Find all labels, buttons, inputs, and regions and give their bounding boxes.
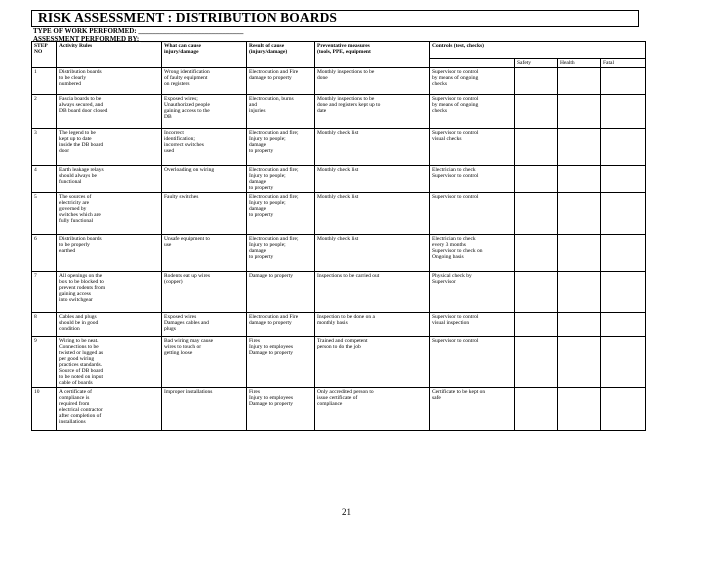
activity-text: should be in good (59, 320, 99, 326)
activity-text: condition (59, 326, 80, 332)
safety-cell (515, 129, 558, 166)
preventive-text: Monthly inspections to be (317, 69, 375, 75)
header-preventive-line: Preventative measures (317, 43, 370, 49)
preventive-text: issue certificate of (317, 395, 358, 401)
step-number-cell: 10 (32, 388, 57, 431)
result-text: Fires (249, 338, 260, 344)
health-cell (558, 337, 601, 388)
preventive-text: done and registers kept up to (317, 102, 381, 108)
controls-cell (430, 129, 515, 166)
header-result-line: (injury/damage) (249, 49, 288, 55)
activity-text: to be properly (59, 242, 90, 248)
step-number-cell: 6 (32, 235, 57, 272)
header-result (247, 42, 315, 68)
assessment-by-line: ASSESSMENT PERFORMED BY: ______________________________ (33, 35, 246, 43)
preventive-text: Monthly check list (317, 194, 359, 200)
activity-text: electricity are (59, 200, 90, 206)
cause-text: gaining access to the (164, 108, 210, 114)
header-cause-line: What can cause (164, 43, 201, 49)
table-row (32, 272, 646, 313)
cause-text: Faulty switches (164, 194, 199, 200)
preventive-cell (315, 129, 430, 166)
result-cell (247, 95, 315, 129)
cause-text: Unsafe equipment to (164, 236, 210, 242)
activity-text: All openings on the (59, 273, 103, 279)
result-text: damage (249, 206, 267, 212)
safety-cell (515, 337, 558, 388)
preventive-text: Monthly check list (317, 167, 359, 173)
activity-text: Earth leakage relays (59, 167, 104, 173)
controls-cell (430, 388, 515, 431)
header-preventive-line: (tools, PPE, equipment (317, 49, 371, 55)
header-cause (162, 42, 247, 68)
result-cell (247, 166, 315, 193)
header-step-no (32, 42, 57, 68)
step-number-cell: 8 (32, 313, 57, 337)
controls-text: visual inspection (432, 320, 470, 326)
cause-text: Wrong identification (164, 69, 210, 75)
result-cell (247, 337, 315, 388)
fatal-cell (601, 235, 646, 272)
result-text: to property (249, 148, 274, 154)
header-step-no-line: STEP (34, 43, 48, 49)
result-text: Electrocution and Fire (249, 314, 299, 320)
preventive-text: Only accredited person to (317, 389, 374, 395)
safety-cell (515, 95, 558, 129)
result-cell (247, 235, 315, 272)
result-text: to property (249, 254, 274, 260)
table-row (32, 337, 646, 388)
table-row (32, 68, 646, 95)
cause-cell (162, 129, 247, 166)
activity-text: per good wiring (59, 356, 95, 362)
activity-text: always secured, and (59, 102, 104, 108)
preventive-text: Monthly check list (317, 130, 359, 136)
controls-cell (430, 95, 515, 129)
cause-cell (162, 166, 247, 193)
result-text: Injury to people; (249, 200, 286, 206)
health-cell (558, 166, 601, 193)
safety-cell (515, 166, 558, 193)
controls-text: Supervisor to control (432, 173, 479, 179)
step-number-cell: 4 (32, 166, 57, 193)
cause-text: (copper) (164, 279, 183, 285)
preventive-cell (315, 193, 430, 235)
result-cell (247, 193, 315, 235)
preventive-text: monthly basis (317, 320, 348, 326)
cause-cell (162, 68, 247, 95)
cause-text: Rodents eat up wires (164, 273, 210, 279)
controls-cell (430, 337, 515, 388)
table-row (32, 95, 646, 129)
cause-text: Exposed wires (164, 314, 197, 320)
preventive-text: Trained and competent (317, 338, 368, 344)
activity-cell (57, 337, 162, 388)
preventive-cell (315, 388, 430, 431)
activity-cell (57, 166, 162, 193)
controls-text: Supervisor (432, 279, 456, 285)
activity-cell (57, 95, 162, 129)
preventive-cell (315, 313, 430, 337)
step-number-cell: 2 (32, 95, 57, 129)
preventive-text: compliance (317, 401, 343, 407)
activity-cell (57, 388, 162, 431)
cause-cell (162, 95, 247, 129)
health-cell (558, 68, 601, 95)
health-cell (558, 129, 601, 166)
activity-text: practices standards. (59, 362, 103, 368)
health-cell (558, 235, 601, 272)
result-text: damage (249, 248, 267, 254)
cause-text: Damages cables and (164, 320, 209, 326)
health-cell (558, 95, 601, 129)
step-number-cell: 5 (32, 193, 57, 235)
header-health: Health (558, 59, 601, 68)
cause-cell (162, 337, 247, 388)
table-row (32, 193, 646, 235)
safety-cell (515, 68, 558, 95)
activity-text: governed by (59, 206, 87, 212)
header-controls-line: Controls (test, checks) (432, 43, 484, 49)
table-row (32, 166, 646, 193)
controls-text: Supervisor to control (432, 194, 479, 200)
header-preventive (315, 42, 430, 68)
header-safety: Safety (515, 59, 558, 68)
cause-text: plugs (164, 326, 176, 332)
activity-cell (57, 313, 162, 337)
controls-text: checks (432, 81, 447, 87)
activity-text: gaining access (59, 291, 91, 297)
controls-cell (430, 272, 515, 313)
controls-text: Supervisor to control (432, 96, 479, 102)
controls-text: Supervisor to control (432, 338, 479, 344)
cause-text: wires to touch or (164, 344, 202, 350)
controls-cell (430, 68, 515, 95)
result-text: Electrocution and Fire (249, 69, 299, 75)
result-text: injuries (249, 108, 266, 114)
activity-text: Cables and plugs (59, 314, 97, 320)
step-number-cell: 3 (32, 129, 57, 166)
result-text: Injury to people; (249, 136, 286, 142)
preventive-text: done (317, 75, 328, 81)
cause-cell (162, 272, 247, 313)
cause-text: Incorrect (164, 130, 184, 136)
preventive-cell (315, 95, 430, 129)
result-text: to property (249, 212, 274, 218)
preventive-text: Inspections to be carried out (317, 273, 380, 279)
cause-text: Unauthorized people (164, 102, 210, 108)
fatal-cell (601, 166, 646, 193)
fatal-cell (601, 313, 646, 337)
activity-cell (57, 68, 162, 95)
result-text: Injury to employees (249, 395, 293, 401)
activity-text: should always be (59, 173, 97, 179)
header-result-line: Result of cause (249, 43, 285, 49)
cause-text: Exposed wires; (164, 96, 198, 102)
activity-text: Source of DB board (59, 368, 104, 374)
cause-cell (162, 235, 247, 272)
activity-text: A certificate of (59, 389, 92, 395)
controls-text: Supervisor to control (432, 69, 479, 75)
safety-cell (515, 235, 558, 272)
fatal-cell (601, 95, 646, 129)
activity-text: fully functional (59, 218, 94, 224)
preventive-text: person to do the job (317, 344, 361, 350)
activity-cell (57, 129, 162, 166)
controls-cell (430, 313, 515, 337)
cause-text: used (164, 148, 175, 154)
header-controls (430, 42, 646, 59)
result-text: Electrocution and fire; (249, 194, 299, 200)
fatal-cell (601, 68, 646, 95)
activity-text: numbered (59, 81, 81, 87)
title-box (31, 10, 639, 27)
result-cell (247, 129, 315, 166)
type-of-work-line: TYPE OF WORK PERFORMED: ______________________________ (33, 27, 244, 35)
controls-text: by means of ongoing (432, 102, 479, 108)
health-cell (558, 272, 601, 313)
activity-text: Distribution boards (59, 236, 102, 242)
activity-text: Connections to be (59, 344, 99, 350)
step-number-cell: 1 (32, 68, 57, 95)
controls-cell (430, 235, 515, 272)
activity-text: DB board door closed (59, 108, 108, 114)
activity-text: inside the DB board (59, 142, 104, 148)
result-text: damage (249, 179, 267, 185)
cause-cell (162, 388, 247, 431)
activity-text: electrical contractor (59, 407, 103, 413)
activity-text: into switchgear (59, 297, 93, 303)
result-text: Electrocution and fire; (249, 236, 299, 242)
activity-text: installations (59, 419, 86, 425)
controls-text: by means of ongoing (432, 75, 479, 81)
activity-text: to be noted on input (59, 374, 103, 380)
result-cell (247, 272, 315, 313)
cause-text: DB (164, 114, 172, 120)
health-cell (558, 313, 601, 337)
table-row (32, 313, 646, 337)
activity-text: switches which are (59, 212, 101, 218)
fatal-cell (601, 337, 646, 388)
result-text: damage to property (249, 75, 292, 81)
controls-text: Certificate to be kept on (432, 389, 486, 395)
activity-text: earthed (59, 248, 76, 254)
controls-text: Physical check by (432, 273, 472, 279)
result-text: Electrocution and fire; (249, 130, 299, 136)
result-text: Electrocution, burns (249, 96, 294, 102)
preventive-cell (315, 272, 430, 313)
activity-text: Wiring to be neat. (59, 338, 99, 344)
risk-assessment-table (31, 41, 646, 431)
result-text: to property (249, 185, 274, 191)
header-cause-line: injury/damage (164, 49, 199, 55)
activity-text: The legend to be (59, 130, 96, 136)
controls-text: every 3 months (432, 242, 466, 248)
safety-cell (515, 388, 558, 431)
result-text: Damage to property (249, 273, 293, 279)
controls-cell (430, 166, 515, 193)
fatal-cell (601, 388, 646, 431)
controls-text: checks (432, 108, 447, 114)
activity-text: door (59, 148, 70, 154)
fatal-cell (601, 193, 646, 235)
preventive-cell (315, 166, 430, 193)
controls-text: safe (432, 395, 441, 401)
step-number-cell: 7 (32, 272, 57, 313)
safety-cell (515, 272, 558, 313)
cause-text: use (164, 242, 172, 248)
health-cell (558, 193, 601, 235)
result-text: damage to property (249, 320, 292, 326)
preventive-cell (315, 337, 430, 388)
controls-text: Electrician to check (432, 167, 476, 173)
controls-text: Electrician to check (432, 236, 476, 242)
activity-text: required from (59, 401, 90, 407)
document-title: RISK ASSESSMENT : DISTRIBUTION BOARDS (38, 10, 338, 25)
header-row (32, 42, 646, 59)
preventive-text: Monthly check list (317, 236, 359, 242)
table-row (32, 235, 646, 272)
activity-text: Distribution boards (59, 69, 102, 75)
preventive-cell (315, 68, 430, 95)
activity-text: The sources of (59, 194, 92, 200)
result-text: Electrocution and fire; (249, 167, 299, 173)
result-text: Injury to people; (249, 173, 286, 179)
activity-text: prevent rodents from (59, 285, 106, 291)
activity-cell (57, 272, 162, 313)
cause-cell (162, 193, 247, 235)
activity-text: box to be blocked to (59, 279, 104, 285)
header-fatal: Fatal (601, 59, 646, 68)
activity-text: to be clearly (59, 75, 87, 81)
activity-text: twisted or lugged as (59, 350, 104, 356)
table-row (32, 129, 646, 166)
activity-cell (57, 235, 162, 272)
result-text: and (249, 102, 257, 108)
safety-cell (515, 313, 558, 337)
cause-text: of faulty equipment (164, 75, 208, 81)
activity-text: functional (59, 179, 82, 185)
activity-text: after completion of (59, 413, 102, 419)
result-cell (247, 313, 315, 337)
activity-text: compliance is (59, 395, 90, 401)
fatal-cell (601, 272, 646, 313)
activity-text: kept up to date (59, 136, 92, 142)
result-text: Injury to people; (249, 242, 286, 248)
controls-text: Supervisor to check on (432, 248, 483, 254)
cause-cell (162, 313, 247, 337)
result-text: Fires (249, 389, 260, 395)
controls-text: Ongoing basis (432, 254, 464, 260)
table-row (32, 388, 646, 431)
activity-text: Fascia boards to be (59, 96, 102, 102)
preventive-cell (315, 235, 430, 272)
cause-text: on registers (164, 81, 190, 87)
cause-text: getting loose (164, 350, 193, 356)
cause-text: Improper installations (164, 389, 213, 395)
header-activity (57, 42, 162, 68)
header-controls-blank (430, 59, 515, 68)
result-text: Injury to employees (249, 344, 293, 350)
cause-text: incorrect switches (164, 142, 204, 148)
cause-text: Bad wiring may cause (164, 338, 214, 344)
controls-cell (430, 193, 515, 235)
cause-text: identification; (164, 136, 195, 142)
preventive-text: Inspection to be done on a (317, 314, 375, 320)
activity-text: cable of boards (59, 380, 93, 386)
result-text: Damage to property (249, 350, 293, 356)
preventive-text: Monthly inspections to be (317, 96, 375, 102)
preventive-text: date (317, 108, 327, 114)
header-step-no-line: NO (34, 49, 43, 55)
controls-text: visual checks (432, 136, 462, 142)
safety-cell (515, 193, 558, 235)
activity-cell (57, 193, 162, 235)
cause-text: Overloading on wiring (164, 167, 215, 173)
page-number: 21 (342, 507, 351, 517)
header-activity-line: Activity Rules (59, 43, 93, 49)
controls-text: Supervisor to control (432, 130, 479, 136)
result-cell (247, 68, 315, 95)
health-cell (558, 388, 601, 431)
controls-text: Supervisor to control (432, 314, 479, 320)
step-number-cell: 9 (32, 337, 57, 388)
result-cell (247, 388, 315, 431)
result-text: Damage to property (249, 401, 293, 407)
fatal-cell (601, 129, 646, 166)
result-text: damage (249, 142, 267, 148)
